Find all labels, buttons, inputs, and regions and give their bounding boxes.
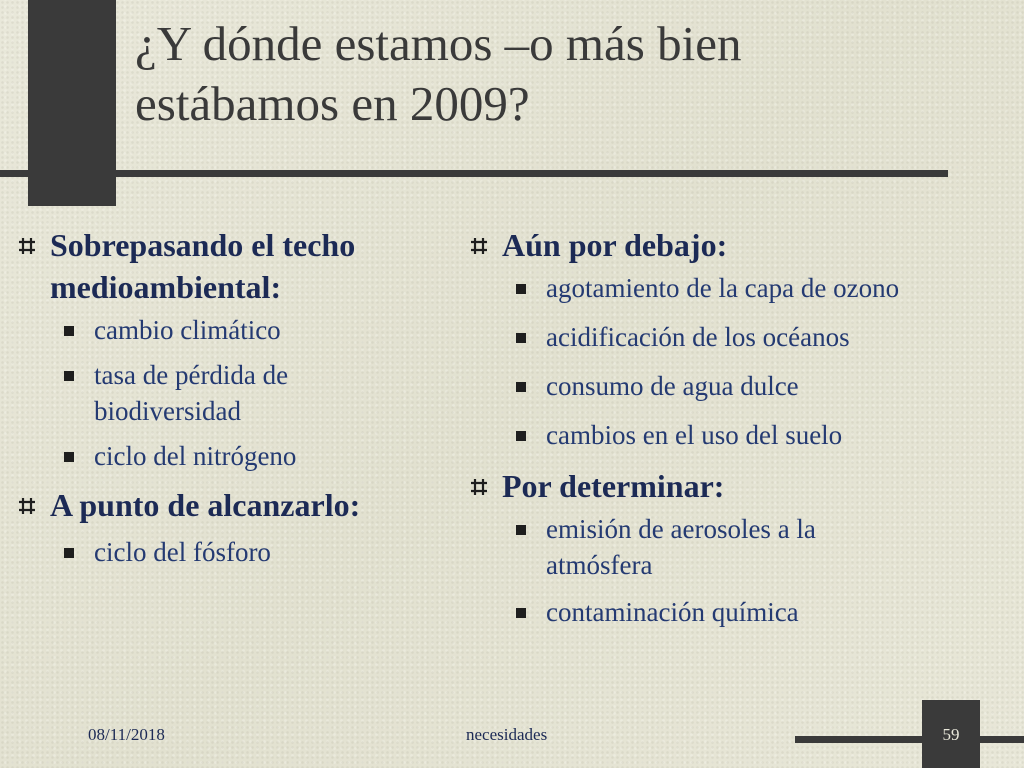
- footer-date: 08/11/2018: [88, 725, 165, 744]
- square-bullet-icon: [64, 326, 74, 336]
- square-bullet-icon: [516, 284, 526, 294]
- title-rule: [0, 170, 948, 177]
- item-line: agotamiento de la capa de ozono: [546, 273, 900, 303]
- list-item: [470, 319, 1010, 355]
- footer-rule: [795, 736, 1024, 743]
- square-bullet-icon: [64, 548, 74, 558]
- square-bullet-icon: [64, 371, 74, 381]
- heading-line: Por determinar:: [502, 468, 725, 504]
- square-bullet-icon: [516, 333, 526, 343]
- slide-title: [135, 14, 995, 134]
- list-item: [18, 357, 458, 429]
- heading-line: A punto de alcanzarlo:: [50, 487, 361, 523]
- square-bullet-icon: [516, 382, 526, 392]
- list-item: [470, 594, 1010, 630]
- list-item: [470, 368, 1010, 404]
- hash-bullet-icon: [470, 237, 488, 255]
- square-bullet-icon: [516, 525, 526, 535]
- heading-line: Sobrepasando el techo: [50, 227, 356, 263]
- page-number: 59: [942, 725, 960, 744]
- item-line: tasa de pérdida de: [94, 360, 289, 390]
- item-line: emisión de aerosoles a la: [546, 514, 816, 544]
- item-line: ciclo del nitrógeno: [94, 441, 297, 471]
- square-bullet-icon: [64, 452, 74, 462]
- item-line: acidificación de los océanos: [546, 322, 850, 352]
- section-heading: [18, 224, 458, 308]
- item-line: atmósfera: [546, 550, 653, 580]
- item-line: ciclo del fósforo: [94, 537, 271, 567]
- hash-bullet-icon: [18, 497, 36, 515]
- title-line: ¿Y dónde estamos –o más bien: [135, 16, 742, 71]
- item-line: cambios en el uso del suelo: [546, 420, 843, 450]
- hash-bullet-icon: [18, 237, 36, 255]
- list-item: [470, 417, 1010, 453]
- title-line: estábamos en 2009?: [135, 76, 530, 131]
- item-line: consumo de agua dulce: [546, 371, 799, 401]
- right-column: [470, 224, 1010, 630]
- item-line: biodiversidad: [94, 396, 241, 426]
- section-heading: [470, 465, 1010, 507]
- list-item: [470, 270, 1010, 306]
- heading-line: Aún por debajo:: [502, 227, 728, 263]
- footer-topic: necesidades: [466, 725, 548, 744]
- section-heading: [470, 224, 1010, 266]
- section-heading: [18, 484, 458, 526]
- list-item: [470, 511, 1010, 583]
- square-bullet-icon: [516, 608, 526, 618]
- list-item: [18, 312, 458, 348]
- square-bullet-icon: [516, 431, 526, 441]
- heading-line: medioambiental:: [50, 269, 282, 305]
- list-item: [18, 438, 458, 474]
- item-line: contaminación química: [546, 597, 799, 627]
- item-line: cambio climático: [94, 315, 281, 345]
- list-item: [18, 534, 458, 570]
- left-column: [18, 224, 458, 570]
- hash-bullet-icon: [470, 478, 488, 496]
